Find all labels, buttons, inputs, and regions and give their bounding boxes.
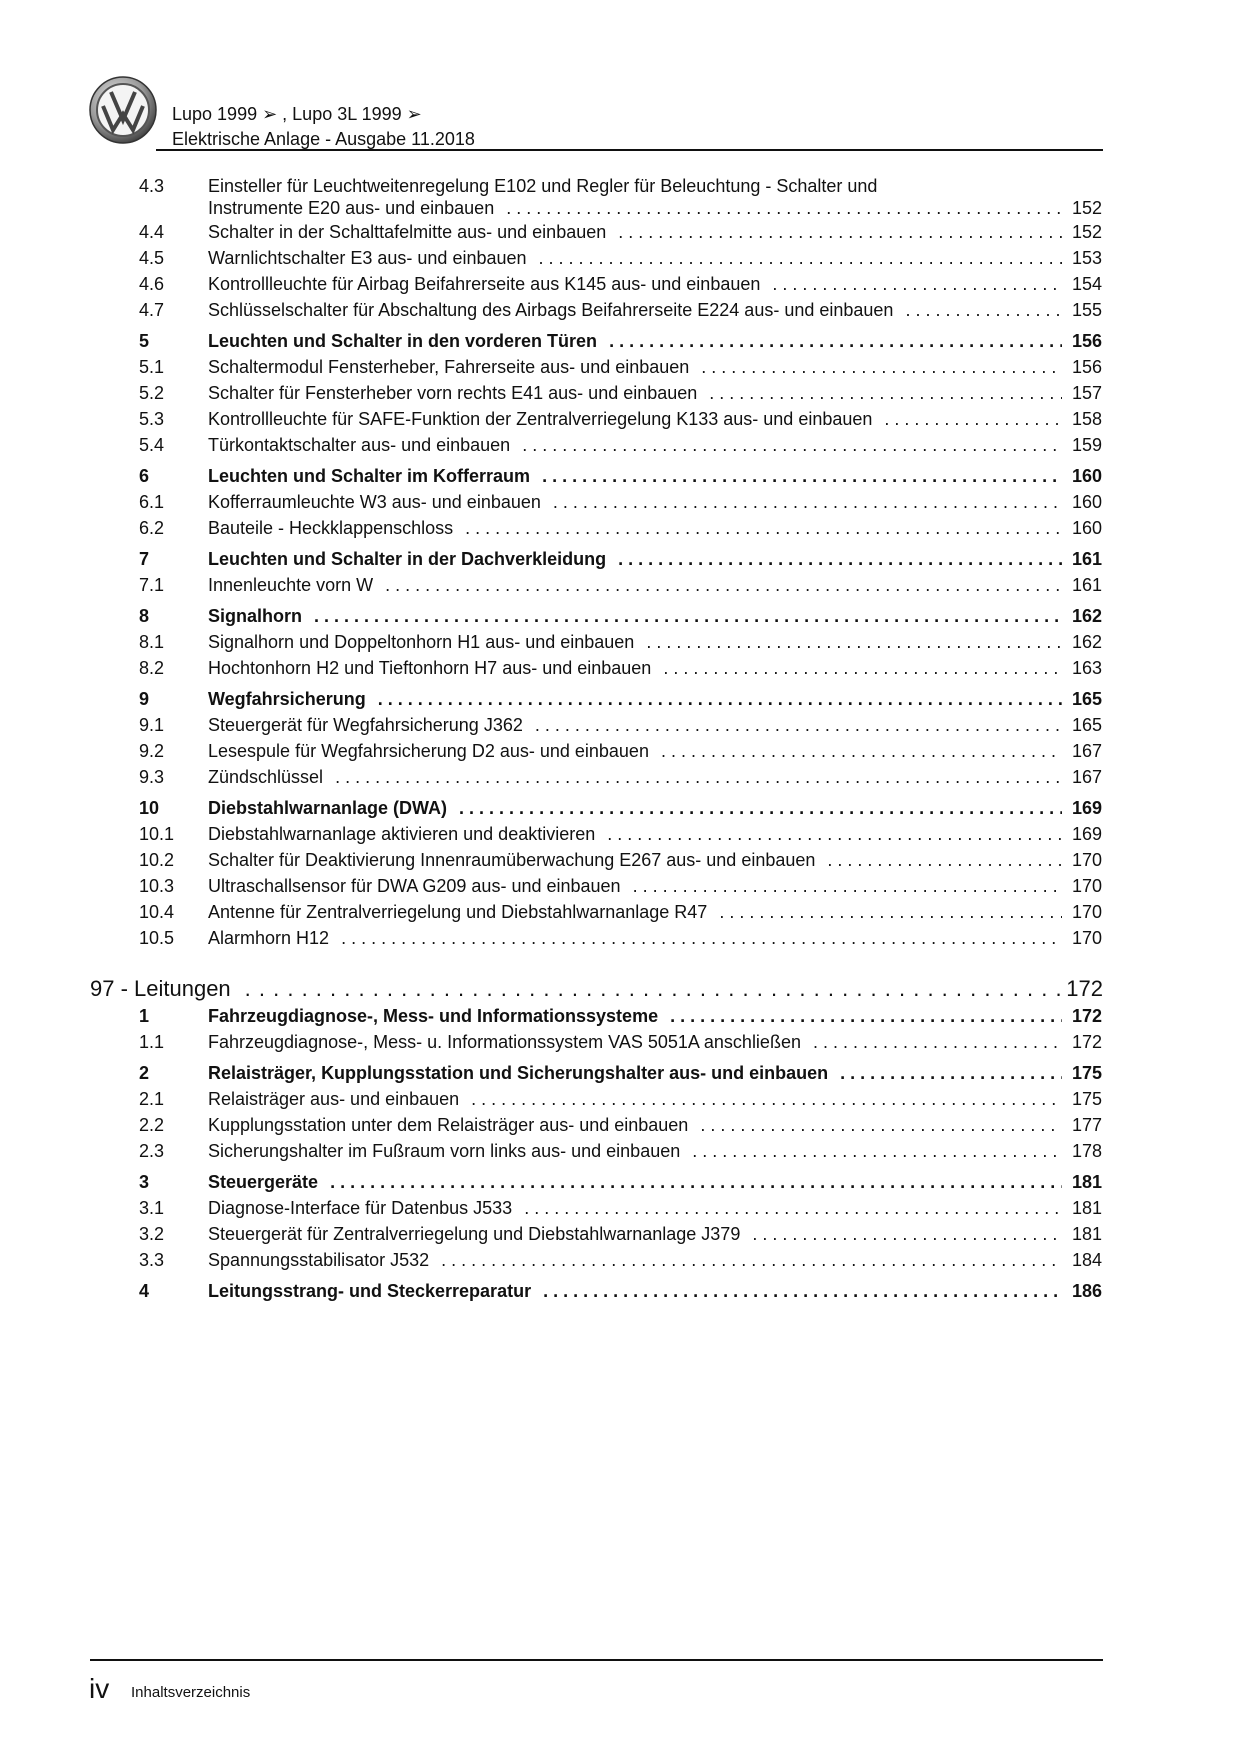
toc-number: 2 (139, 1063, 150, 1083)
toc-leader (618, 549, 1062, 570)
toc-leader (441, 1250, 1062, 1271)
toc-entry[interactable] (0, 689, 1240, 713)
toc-leader (772, 274, 1062, 295)
toc-number: 8.2 (139, 658, 165, 678)
toc-title: Fahrzeugdiagnose-, Mess- u. Informationssystem VAS 5051A anschließen (208, 1032, 801, 1052)
toc-entry[interactable] (0, 466, 1240, 490)
toc-entry[interactable] (0, 632, 1240, 656)
toc-entry[interactable] (0, 767, 1240, 791)
header-rule (156, 149, 1103, 151)
toc-leader (701, 357, 1062, 378)
toc-number: 6.2 (139, 518, 165, 538)
toc-number: 5.4 (139, 435, 165, 455)
toc-title: Diebstahlwarnanlage (DWA) (208, 798, 448, 818)
toc-number: 5.1 (139, 357, 165, 377)
toc-number: 9.1 (139, 715, 165, 735)
toc-leader (670, 1006, 1062, 1027)
toc-page: 158 (1071, 409, 1102, 429)
toc-leader (752, 1224, 1062, 1245)
toc-title-line2: Instrumente E20 aus- und einbauen (208, 198, 495, 218)
toc-number: 2.3 (139, 1141, 165, 1161)
toc-title: Alarmhorn H12 (208, 928, 330, 948)
toc-entry[interactable] (0, 1006, 1240, 1030)
toc-title: Leuchten und Schalter im Kofferraum (208, 466, 531, 486)
toc-page: 181 (1071, 1198, 1102, 1218)
toc-title: Kontrollleuchte für Airbag Beifahrerseite aus K145 aus- und einbauen (208, 274, 761, 294)
toc-title: Kupplungsstation unter dem Relaisträger aus- und einbauen (208, 1115, 689, 1135)
toc-leader (245, 976, 1061, 1002)
toc-title: Wegfahrsicherung (208, 689, 366, 709)
toc-leader (633, 876, 1062, 897)
toc-title: Relaisträger aus- und einbauen (208, 1089, 460, 1109)
toc-leader (709, 383, 1062, 404)
toc-entry-4-3[interactable] (0, 176, 1240, 200)
toc-entry[interactable] (0, 1224, 1240, 1248)
toc-leader (607, 824, 1062, 845)
toc-page: 154 (1071, 274, 1102, 294)
toc-page: 153 (1071, 248, 1102, 268)
toc-page: 175 (1071, 1089, 1102, 1109)
toc-number: 2.2 (139, 1115, 165, 1135)
toc-number: 8.1 (139, 632, 165, 652)
toc-title: Steuergerät für Wegfahrsicherung J362 (208, 715, 523, 735)
toc-title: Fahrzeugdiagnose-, Mess- und Informationssysteme (208, 1006, 659, 1026)
toc-entry[interactable] (0, 1250, 1240, 1274)
toc-title: Kofferraumleuchte W3 aus- und einbauen (208, 492, 541, 512)
toc-number: 4.4 (139, 222, 165, 242)
toc-page: 160 (1071, 492, 1102, 512)
toc-title: Leitungsstrang- und Steckerreparatur (208, 1281, 532, 1301)
toc-page: 184 (1071, 1250, 1102, 1270)
toc-entry[interactable] (0, 1063, 1240, 1087)
toc-page: 170 (1071, 876, 1102, 896)
toc-page: 170 (1071, 902, 1102, 922)
toc-number: 4.3 (139, 176, 165, 196)
toc-number: 5.3 (139, 409, 165, 429)
toc-title: Schalter für Fensterheber vorn rechts E41 aus- und einbauen (208, 383, 698, 403)
toc-page: 170 (1071, 850, 1102, 870)
toc-title: Türkontaktschalter aus- und einbauen (208, 435, 511, 455)
toc-title: Leuchten und Schalter in der Dachverkleidung (208, 549, 607, 569)
toc-page: 160 (1071, 518, 1102, 538)
toc-page: 181 (1071, 1172, 1102, 1192)
toc-entry[interactable] (0, 850, 1240, 874)
toc-page: 167 (1071, 741, 1102, 761)
toc-title: Hochtonhorn H2 und Tieftonhorn H7 aus- und einbauen (208, 658, 652, 678)
toc-entry[interactable] (0, 1115, 1240, 1139)
toc-title: Innenleuchte vorn W (208, 575, 374, 595)
toc-title: Lesespule für Wegfahrsicherung D2 aus- und einbauen (208, 741, 649, 761)
toc-entry[interactable] (0, 1032, 1240, 1056)
toc-number: 9 (139, 689, 150, 709)
toc-entry[interactable] (0, 1281, 1240, 1305)
toc-leader (335, 767, 1062, 788)
toc-page: 162 (1071, 632, 1102, 652)
toc-leader (905, 300, 1062, 321)
toc-entry[interactable] (0, 606, 1240, 630)
toc-leader (618, 222, 1062, 243)
toc-page: 172 (1071, 1032, 1102, 1052)
toc-leader (330, 1172, 1062, 1193)
toc-leader (465, 518, 1062, 539)
toc-leader (314, 606, 1062, 627)
toc-entry[interactable] (0, 383, 1240, 407)
toc-leader (542, 466, 1062, 487)
toc-title: Zündschlüssel (208, 767, 324, 787)
toc-entry[interactable] (0, 715, 1240, 739)
toc-title: Steuergerät für Zentralverriegelung und Diebstahlwarnanlage J379 (208, 1224, 741, 1244)
toc-page: 170 (1071, 928, 1102, 948)
toc-title: Kontrollleuchte für SAFE-Funktion der Zentralverriegelung K133 aus- und einbauen (208, 409, 873, 429)
toc-title: Relaisträger, Kupplungsstation und Sicherungshalter aus- und einbauen (208, 1063, 829, 1083)
toc-title: Spannungsstabilisator J532 (208, 1250, 430, 1270)
toc-leader (543, 1281, 1062, 1302)
toc-leader (378, 689, 1062, 710)
toc-number: 1 (139, 1006, 150, 1026)
toc-number: 5 (139, 331, 150, 351)
toc-title: Leuchten und Schalter in den vorderen Türen (208, 331, 598, 351)
toc-entry[interactable] (0, 248, 1240, 272)
toc-leader (459, 798, 1062, 819)
toc-entry[interactable] (0, 518, 1240, 542)
toc-leader (884, 409, 1062, 430)
toc-page: 169 (1071, 824, 1102, 844)
toc-title: Diebstahlwarnanlage aktivieren und deaktivieren (208, 824, 596, 844)
toc-title: Ultraschallsensor für DWA G209 aus- und einbauen (208, 876, 621, 896)
toc-title: Schaltermodul Fensterheber, Fahrerseite aus- und einbauen (208, 357, 690, 377)
toc-leader (385, 575, 1062, 596)
toc-entry[interactable] (0, 1089, 1240, 1113)
toc-number: 4.6 (139, 274, 165, 294)
toc-title: Sicherungshalter im Fußraum vorn links aus- und einbauen (208, 1141, 681, 1161)
toc-entry[interactable] (0, 575, 1240, 599)
toc-title: Antenne für Zentralverriegelung und Diebstahlwarnanlage R47 (208, 902, 708, 922)
toc-entry[interactable] (0, 549, 1240, 573)
toc-number: 1.1 (139, 1032, 165, 1052)
toc-number: 4 (139, 1281, 150, 1301)
toc-entry[interactable] (0, 798, 1240, 822)
toc-title: Schalter für Deaktivierung Innenraumüberwachung E267 aus- und einbauen (208, 850, 816, 870)
footer-rule (90, 1659, 1103, 1661)
header-subtitle: Elektrische Anlage - Ausgabe 11.2018 (172, 129, 475, 149)
toc-number: 5.2 (139, 383, 165, 403)
toc-title: Bauteile - Heckklappenschloss (208, 518, 454, 538)
toc-page: 186 (1071, 1281, 1102, 1301)
toc-entry[interactable] (0, 492, 1240, 516)
toc-page: 152 (1071, 222, 1102, 242)
toc-page: 155 (1071, 300, 1102, 320)
toc-page: 160 (1071, 466, 1102, 486)
toc-number: 3.1 (139, 1198, 165, 1218)
toc-entry[interactable] (0, 928, 1240, 952)
toc-leader (813, 1032, 1062, 1053)
toc-chapter-title: 97 - Leitungen (90, 976, 231, 1001)
toc-leader (609, 331, 1062, 352)
toc-page: 162 (1071, 606, 1102, 626)
toc-entry[interactable] (0, 1172, 1240, 1196)
toc-number: 10.3 (139, 876, 175, 896)
toc-number: 9.2 (139, 741, 165, 761)
toc-leader (553, 492, 1062, 513)
toc-page: 161 (1071, 575, 1102, 595)
toc-page: 157 (1071, 383, 1102, 403)
toc-title-line1: Einsteller für Leuchtweitenregelung E102 und Regler für Beleuchtung - Schalter und (208, 176, 878, 196)
toc-title: Schalter in der Schalttafelmitte aus- und einbauen (208, 222, 607, 242)
toc-number: 3.2 (139, 1224, 165, 1244)
toc-title: Diagnose-Interface für Datenbus J533 (208, 1198, 513, 1218)
toc-leader (719, 902, 1062, 923)
toc-chapter[interactable] (90, 976, 1103, 1002)
toc-page: 156 (1071, 331, 1102, 351)
toc-leader (539, 248, 1062, 269)
toc-leader (840, 1063, 1062, 1084)
toc-title: Schlüsselschalter für Abschaltung des Airbags Beifahrerseite E224 aus- und einbauen (208, 300, 894, 320)
toc-entry[interactable] (0, 876, 1240, 900)
toc-number: 7.1 (139, 575, 165, 595)
toc-page: 152 (1071, 198, 1102, 218)
toc-number: 3.3 (139, 1250, 165, 1270)
toc-number: 10.4 (139, 902, 175, 922)
toc-title: Steuergeräte (208, 1172, 319, 1192)
toc-page: 178 (1071, 1141, 1102, 1161)
toc-page: 167 (1071, 767, 1102, 787)
toc-page: 181 (1071, 1224, 1102, 1244)
toc-number: 3 (139, 1172, 150, 1192)
toc-page: 175 (1071, 1063, 1102, 1083)
header-title: Lupo 1999 ➢ , Lupo 3L 1999 ➢ (172, 104, 422, 124)
toc-number: 2.1 (139, 1089, 165, 1109)
toc-number: 4.7 (139, 300, 165, 320)
toc-entry-4-3-cont[interactable] (0, 198, 1240, 222)
toc-entry[interactable] (0, 357, 1240, 381)
toc-leader (661, 741, 1062, 762)
toc-page: 156 (1071, 357, 1102, 377)
toc-leader (827, 850, 1062, 871)
toc-page: 165 (1071, 689, 1102, 709)
toc-title: Warnlichtschalter E3 aus- und einbauen (208, 248, 527, 268)
toc-number: 4.5 (139, 248, 165, 268)
vw-logo-icon (89, 76, 157, 144)
toc-entry[interactable] (0, 409, 1240, 433)
toc-title: Signalhorn und Doppeltonhorn H1 aus- und einbauen (208, 632, 635, 652)
toc-page: 163 (1071, 658, 1102, 678)
toc-page: 177 (1071, 1115, 1102, 1135)
toc-leader (471, 1089, 1062, 1110)
toc-entry[interactable] (0, 658, 1240, 682)
toc-leader (692, 1141, 1062, 1162)
toc-leader (663, 658, 1062, 679)
toc-number: 6.1 (139, 492, 165, 512)
toc-leader (506, 198, 1062, 219)
toc-entry[interactable] (0, 1141, 1240, 1165)
toc-leader (524, 1198, 1062, 1219)
toc-number: 7 (139, 549, 150, 569)
toc-page: 159 (1071, 435, 1102, 455)
toc-page: 161 (1071, 549, 1102, 569)
toc-entry[interactable] (0, 1198, 1240, 1222)
toc-page: 165 (1071, 715, 1102, 735)
toc-entry[interactable] (0, 741, 1240, 765)
toc-entry[interactable] (0, 331, 1240, 355)
footer-page-number: iv (89, 1673, 110, 1704)
toc-leader (522, 435, 1062, 456)
toc-title: Signalhorn (208, 606, 302, 626)
toc-number: 10 (139, 798, 160, 818)
toc-entry[interactable] (0, 274, 1240, 298)
footer-label: Inhaltsverzeichnis (131, 1684, 251, 1701)
toc-number: 10.2 (139, 850, 175, 870)
toc-number: 10.1 (139, 824, 175, 844)
toc-entry[interactable] (0, 435, 1240, 459)
toc-number: 6 (139, 466, 150, 486)
toc-leader (646, 632, 1062, 653)
toc-leader (341, 928, 1062, 949)
toc-number: 8 (139, 606, 150, 626)
toc-entry[interactable] (0, 824, 1240, 848)
toc-page: 169 (1071, 798, 1102, 818)
toc-entry[interactable] (0, 222, 1240, 246)
toc-entry[interactable] (0, 902, 1240, 926)
toc-number: 10.5 (139, 928, 175, 948)
toc-leader (535, 715, 1062, 736)
toc-page: 172 (1071, 1006, 1102, 1026)
toc-leader (700, 1115, 1062, 1136)
toc-chapter-page: 172 (1066, 976, 1103, 1001)
toc-entry[interactable] (0, 300, 1240, 324)
toc-number: 9.3 (139, 767, 165, 787)
